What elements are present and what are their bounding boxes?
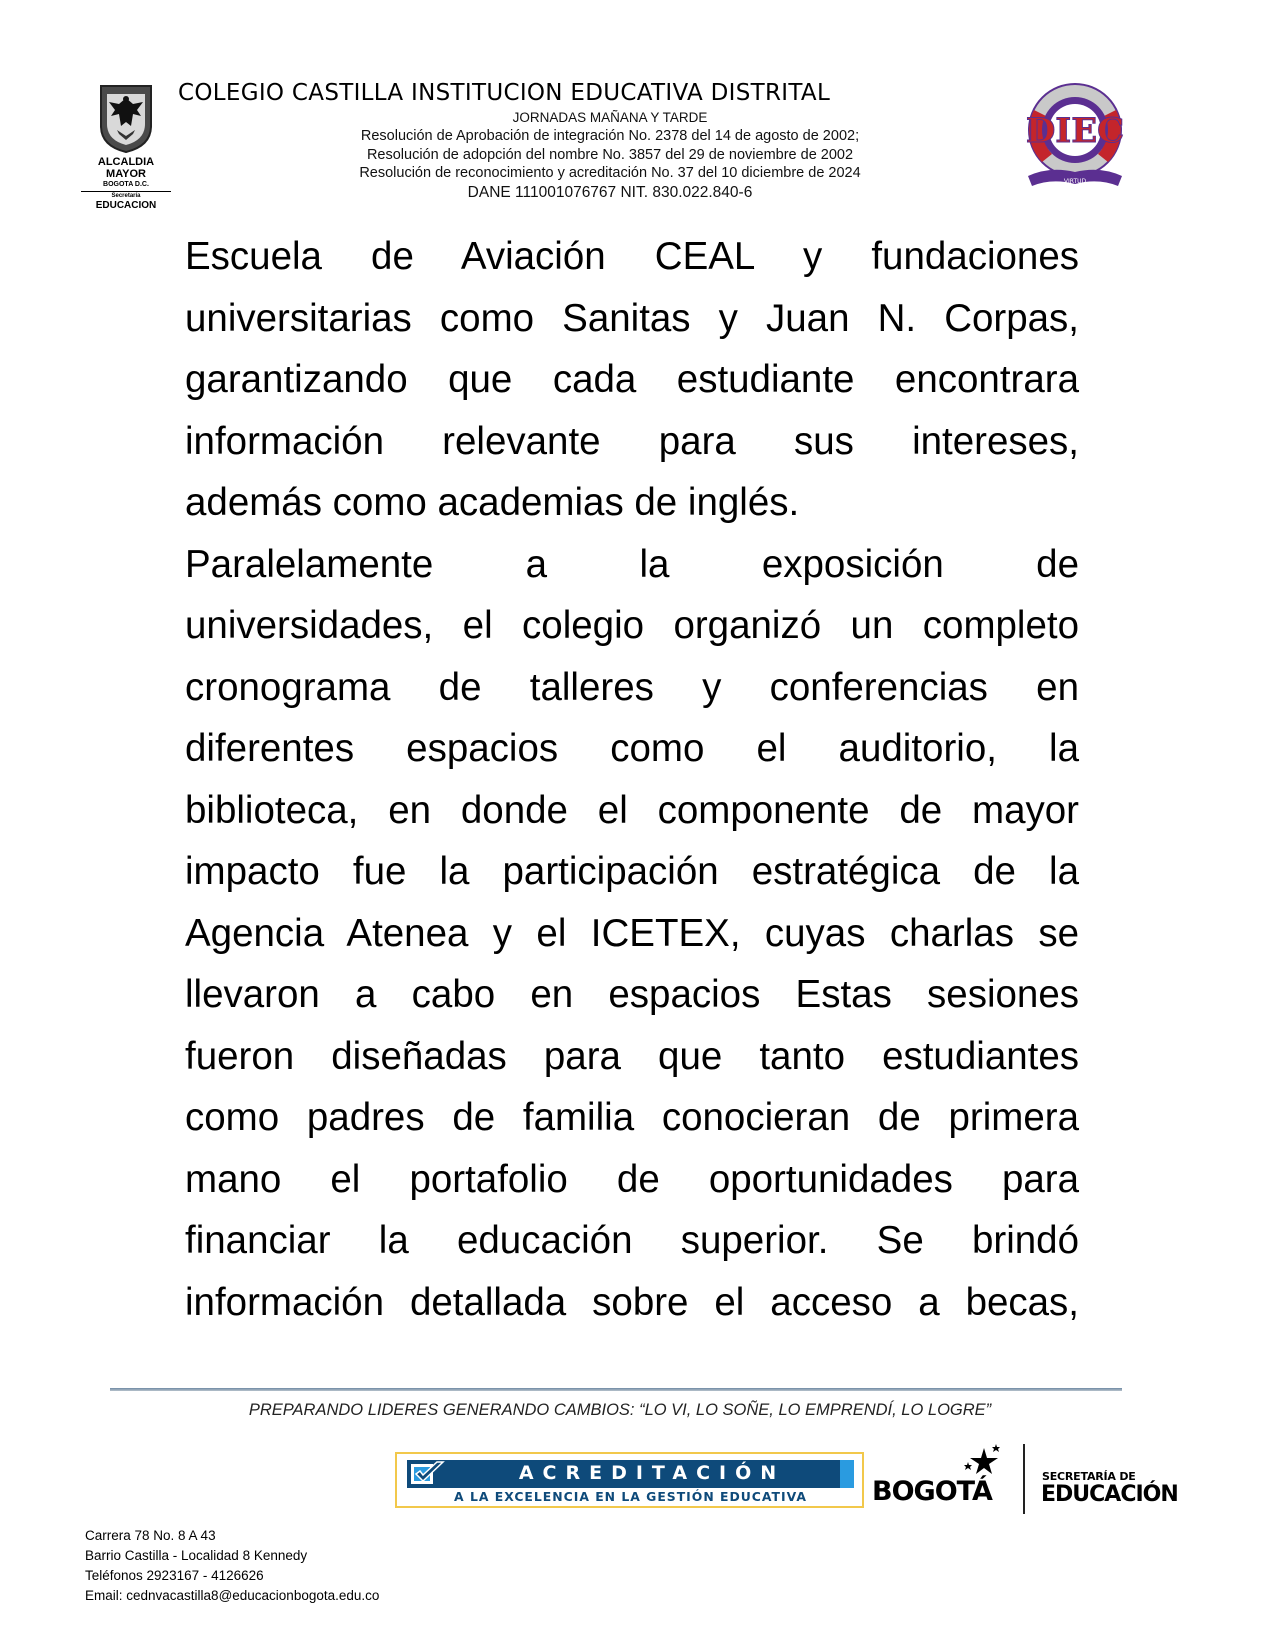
bogota-logo <box>872 1442 1012 1512</box>
body-line: financiar la educación superior. Se brindó <box>185 1219 1079 1262</box>
crest-ribbon-center: VIRTUD <box>1063 178 1087 185</box>
acreditacion-badge <box>395 1452 864 1508</box>
acreditacion-subtitle: A LA EXCELENCIA EN LA GESTIÓN EDUCATIVA <box>454 1489 807 1504</box>
body-line: Paralelamente a la exposición de <box>185 542 1079 586</box>
bogota-wordmark: BOGOTÁ <box>872 1476 992 1507</box>
alcaldia-line4: EDUCACION <box>95 200 157 211</box>
body-line: además como academias de inglés. <box>185 481 800 524</box>
secretaria-line1: SECRETARÍA DE <box>1042 1470 1136 1483</box>
body-line: biblioteca, en donde el componente de mayor <box>185 788 1079 832</box>
contact-block <box>85 1526 405 1606</box>
body-line: universitarias como Sanitas y Juan N. Corpas, <box>185 296 1079 340</box>
address-line2: Barrio Castilla - Localidad 8 Kennedy <box>85 1548 308 1563</box>
checkmark-icon <box>407 1460 447 1488</box>
school-motto: PREPARANDO LIDERES GENERANDO CAMBIOS: “LO VI, LO SOÑE, LO EMPRENDÍ, LO LOGRE” <box>248 1401 992 1419</box>
body-line: información relevante para sus intereses, <box>185 419 1079 463</box>
body-line: Agencia Atenea y el ICETEX, cuyas charlas se <box>185 911 1079 955</box>
body-line: impacto fue la participación estratégica de la <box>185 850 1079 893</box>
acreditacion-bar <box>407 1460 854 1488</box>
colegio-castilla-crest <box>1020 80 1130 195</box>
body-line: llevaron a cabo en espacios Estas sesiones <box>185 973 1079 1016</box>
body-line: como padres de familia conocieran de primera <box>185 1096 1079 1139</box>
email-address: Email: cednvacastilla8@educacionbogota.edu.co <box>85 1588 380 1603</box>
colegio-crest-icon <box>1020 80 1130 195</box>
body-line: diferentes espacios como el auditorio, la <box>185 727 1079 770</box>
body-line: mano el portafolio de oportunidades para <box>185 1157 1079 1201</box>
acreditacion-accent <box>840 1460 854 1488</box>
document-body <box>185 226 1079 1333</box>
jornadas-text: JORNADAS MAÑANA Y TARDE <box>512 110 708 125</box>
body-line: Escuela de Aviación CEAL y fundaciones <box>185 235 1079 278</box>
alcaldia-mayor-logo <box>80 82 172 211</box>
body-line: información detallada sobre el acceso a becas, <box>185 1280 1079 1324</box>
alcaldia-line1: ALCALDIA MAYOR <box>97 156 155 180</box>
resolucion-reconocimiento: Resolución de reconocimiento y acreditación No. 37 del 10 diciembre de 2024 <box>359 165 861 181</box>
resolucion-aprobacion: Resolución de Aprobación de integración No. 2378 del 14 de agosto de 2002; <box>360 128 860 144</box>
dane-nit: DANE 111001076767 NIT. 830.022.840-6 <box>467 184 753 201</box>
footer-divider <box>110 1388 1122 1391</box>
crest-letters: DIEC <box>1025 111 1125 151</box>
body-line: fueron diseñadas para que tanto estudiantes <box>185 1034 1079 1078</box>
address-line1: Carrera 78 No. 8 A 43 <box>85 1528 216 1543</box>
phone-numbers: Teléfonos 2923167 - 4126626 <box>85 1568 264 1583</box>
school-title: COLEGIO CASTILLA INSTITUCION EDUCATIVA DISTRITAL <box>178 80 831 106</box>
bogota-coat-of-arms-icon <box>97 82 155 154</box>
resolucion-adopcion: Resolución de adopción del nombre No. 3857 del 29 de noviembre de 2002 <box>366 147 854 163</box>
body-line: universidades, el colegio organizó un completo <box>185 604 1079 647</box>
logo-separator <box>1023 1444 1025 1514</box>
alcaldia-line2: BOGOTA D.C. <box>103 181 149 188</box>
alcaldia-line3: Secretaría <box>111 193 141 199</box>
acreditacion-title: ACREDITACIÓN <box>518 1462 786 1484</box>
body-line: cronograma de talleres y conferencias en <box>185 665 1079 709</box>
body-line: garantizando que cada estudiante encontrara <box>185 358 1079 401</box>
alcaldia-divider <box>81 191 171 192</box>
secretaria-line2: EDUCACIÓN <box>1041 1482 1178 1507</box>
